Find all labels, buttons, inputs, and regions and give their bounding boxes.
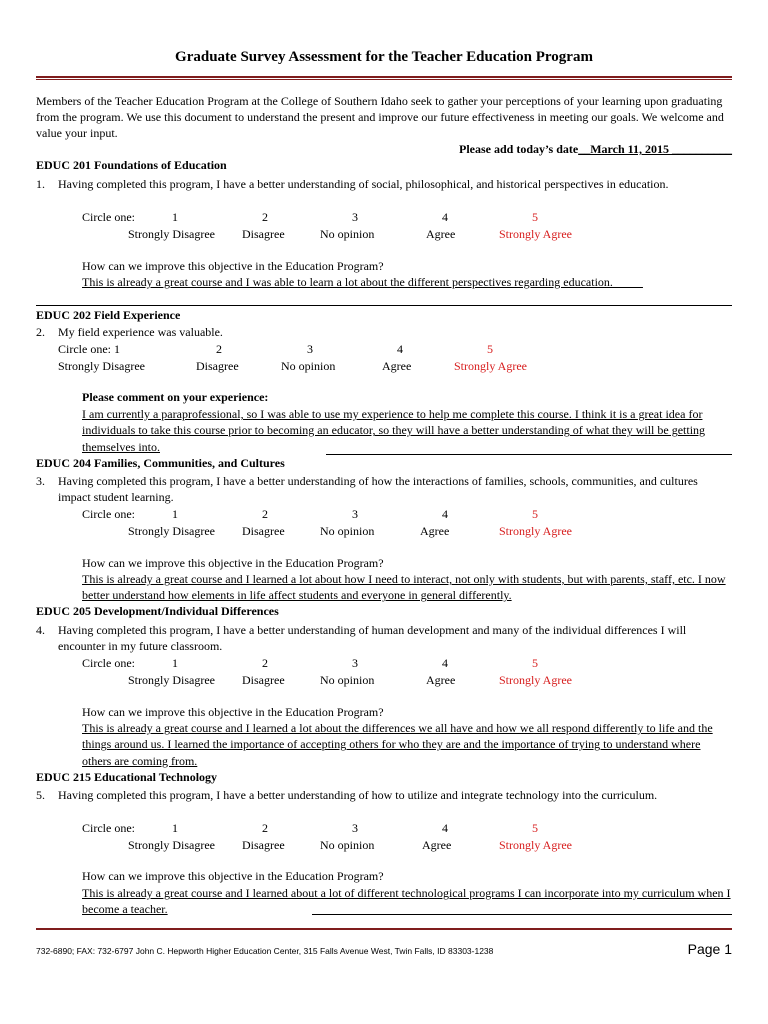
document-title: Graduate Survey Assessment for the Teacher Education Program — [175, 49, 593, 65]
scale-label-2: Disagree — [242, 673, 285, 687]
comment-prompt: Please comment on your experience: — [82, 390, 269, 404]
rating-option-2[interactable]: 2 — [262, 210, 268, 224]
rating-option-3[interactable]: 3 — [352, 821, 358, 835]
circle-one-label: Circle one: — [82, 507, 135, 521]
improve-prompt-4: How can we improve this objective in the Education Program? — [82, 705, 384, 719]
improve-prompt-1: How can we improve this objective in the Education Program? — [82, 259, 384, 273]
scale-label-3: No opinion — [320, 838, 375, 852]
footer-rule — [36, 928, 732, 930]
scale-label-1: Strongly Disagree — [128, 673, 215, 687]
intro-paragraph: Members of the Teacher Education Program at the College of Southern Idaho seek to gather your perceptions of your learning upon graduating from the program. We use this document to understand the present and improve our future effectiveness in meeting our goals. We welcome and value your input. — [36, 94, 724, 140]
scale-label-4: Agree — [426, 227, 456, 241]
scale-label-1: Strongly Disagree — [128, 227, 215, 241]
question-text: Having completed this program, I have a better understanding of human development and many of the individual differences I will encounter in my future classroom. — [58, 623, 687, 653]
scale-label-1: Strongly Disagree — [128, 838, 215, 852]
rating-option-1[interactable]: 1 — [172, 821, 178, 835]
scale-label-1: Strongly Disagree — [58, 359, 145, 373]
answer-1[interactable]: This is already a great course and I was able to learn a lot about the different perspectives regarding education._____ — [82, 275, 643, 289]
scale-label-2: Disagree — [196, 359, 239, 373]
rating-option-5-selected[interactable]: 5 — [487, 342, 493, 356]
rating-option-2[interactable]: 2 — [262, 507, 268, 521]
scale-label-3: No opinion — [320, 673, 375, 687]
answer-line-1 — [36, 305, 732, 306]
rating-option-1[interactable]: 1 — [172, 210, 178, 224]
scale-label-5-selected: Strongly Agree — [454, 359, 527, 373]
rating-option-5-selected[interactable]: 5 — [532, 210, 538, 224]
scale-label-5-selected: Strongly Agree — [499, 524, 572, 538]
question-number: 1. — [36, 177, 45, 191]
question-2 — [36, 324, 726, 340]
question-5 — [36, 787, 726, 803]
rating-option-4[interactable]: 4 — [442, 507, 448, 521]
answer-4[interactable]: This is already a great course and I learned a lot about the differences we all have and how we all respond differently to life and the things around us. I learned the importance of accepting others for who they are and the importance of trying to understand where others are coming from. — [82, 721, 713, 768]
date-line — [459, 141, 732, 157]
question-4 — [36, 622, 726, 654]
rating-option-1[interactable]: 1 — [172, 507, 178, 521]
rating-option-4[interactable]: 4 — [442, 821, 448, 835]
rating-option-2[interactable]: 2 — [262, 656, 268, 670]
rating-option-4[interactable]: 4 — [442, 210, 448, 224]
question-text: My field experience was valuable. — [58, 325, 223, 339]
rating-option-5-selected[interactable]: 5 — [532, 821, 538, 835]
scale-label-2: Disagree — [242, 838, 285, 852]
title-rule — [36, 76, 732, 80]
scale-label-4: Agree — [420, 524, 450, 538]
scale-label-2: Disagree — [242, 524, 285, 538]
section-heading-educ215: EDUC 215 Educational Technology — [36, 770, 218, 784]
circle-one-label: Circle one: — [82, 656, 135, 670]
scale-label-3: No opinion — [320, 524, 375, 538]
scale-label-4: Agree — [382, 359, 412, 373]
question-number: 3. — [36, 474, 45, 488]
scale-label-1: Strongly Disagree — [128, 524, 215, 538]
rating-option-3[interactable]: 3 — [352, 210, 358, 224]
answer-3[interactable]: This is already a great course and I learned a lot about how I need to interact, not only with students, but with parents, staff, etc. I now better understand how elements in life affect students and everyone in general differently. — [82, 572, 726, 603]
answer-5[interactable]: This is already a great course and I learned about a lot of different technological programs I can incorporate into my curriculum when I become a teacher. — [82, 886, 731, 917]
section-heading-educ204: EDUC 204 Families, Communities, and Cultures — [36, 456, 285, 470]
question-number: 2. — [36, 325, 45, 339]
scale-label-5-selected: Strongly Agree — [499, 838, 572, 852]
section-heading-educ202: EDUC 202 Field Experience — [36, 308, 181, 322]
rating-option-1[interactable]: 1 — [172, 656, 178, 670]
question-number: 5. — [36, 788, 45, 802]
answer-2[interactable]: I am currently a paraprofessional, so I was able to use my experience to help me complete this course. I think it is a great idea for individuals to take this course prior to becoming an educator, so they will have a better understanding of what they will be getting themselves into. — [82, 407, 706, 454]
question-3 — [36, 473, 726, 505]
circle-one-label: Circle one: — [82, 210, 135, 224]
footer-address: 732-6890; FAX: 732-6797 John C. Hepworth Higher Education Center, 315 Falls Avenue West, Twin Falls, ID 83303-1238 — [36, 946, 494, 956]
rating-option-5-selected[interactable]: 5 — [532, 656, 538, 670]
answer-line-2 — [326, 454, 732, 455]
question-text: Having completed this program, I have a better understanding of how the interactions of families, schools, communities, and cultures impact student learning. — [58, 474, 698, 504]
rating-option-5-selected[interactable]: 5 — [532, 507, 538, 521]
circle-one-label: Circle one: — [82, 821, 135, 835]
scale-label-4: Agree — [426, 673, 456, 687]
date-label: Please add today’s date — [458, 142, 579, 156]
scale-label-5-selected: Strongly Agree — [499, 227, 572, 241]
rating-option-3[interactable]: 3 — [352, 507, 358, 521]
rating-option-4[interactable]: 4 — [442, 656, 448, 670]
rating-option-4[interactable]: 4 — [397, 342, 403, 356]
section-heading-educ201: EDUC 201 Foundations of Education — [36, 158, 227, 172]
question-number: 4. — [36, 623, 45, 637]
date-value[interactable]: __March 11, 2015 __________ — [578, 142, 732, 156]
circle-one-label: Circle one: 1 — [58, 342, 120, 356]
question-text: Having completed this program, I have a better understanding of how to utilize and integrate technology into the curriculum. — [58, 788, 658, 802]
rating-option-3[interactable]: 3 — [307, 342, 313, 356]
scale-label-3: No opinion — [281, 359, 336, 373]
answer-line-5 — [312, 914, 732, 915]
rating-option-3[interactable]: 3 — [352, 656, 358, 670]
scale-label-4: Agree — [422, 838, 452, 852]
improve-prompt-3: How can we improve this objective in the Education Program? — [82, 556, 384, 570]
scale-label-3: No opinion — [320, 227, 375, 241]
question-1 — [36, 176, 726, 192]
scale-label-2: Disagree — [242, 227, 285, 241]
improve-prompt-5: How can we improve this objective in the Education Program? — [82, 869, 384, 883]
page-number: Page 1 — [687, 941, 732, 957]
question-text: Having completed this program, I have a better understanding of social, philosophical, and historical perspectives in education. — [58, 177, 669, 191]
section-heading-educ205: EDUC 205 Development/Individual Differences — [36, 604, 279, 618]
rating-option-2[interactable]: 2 — [216, 342, 222, 356]
scale-label-5-selected: Strongly Agree — [499, 673, 572, 687]
rating-option-2[interactable]: 2 — [262, 821, 268, 835]
